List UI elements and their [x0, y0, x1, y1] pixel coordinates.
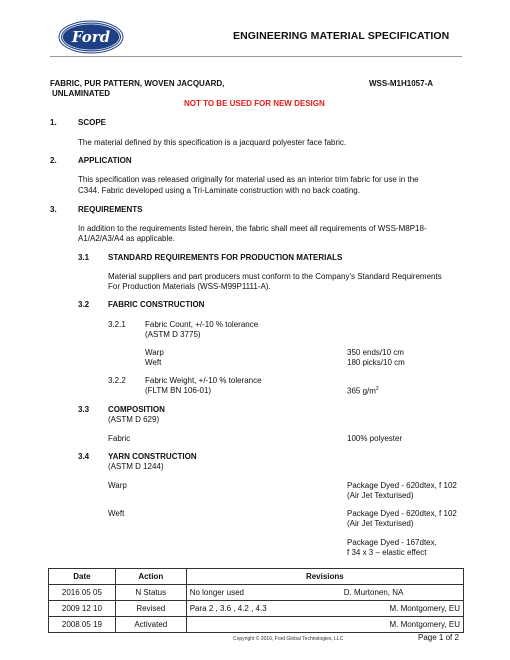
item-3-2-1-method: (ASTM D 3775): [145, 330, 201, 339]
item-3-2-1-title: Fabric Count, +/-10 % tolerance: [145, 320, 259, 329]
section-2-number: 2.: [50, 156, 57, 165]
section-1-number: 1.: [50, 118, 57, 127]
yarn-warp-value-2: (Air Jet Texturised): [347, 491, 414, 500]
yarn-weft-value-1: Package Dyed - 620dtex, f 102: [347, 509, 457, 518]
revision-header-date: Date: [49, 569, 116, 585]
yarn-weft-value-2: (Air Jet Texturised): [347, 519, 414, 528]
obsolete-notice: NOT TO BE USED FOR NEW DESIGN: [184, 99, 325, 108]
section-1-title: SCOPE: [78, 118, 107, 127]
revision-description: [186, 617, 324, 633]
revision-header-action: Action: [115, 569, 186, 585]
section-3-4-method: (ASTM D 1244): [108, 462, 164, 471]
section-3-1-line-2: For Production Materials (WSS-M99P1111-A).: [108, 282, 271, 291]
section-1-text: The material defined by this specification is a jacquard polyester face fabric.: [78, 138, 347, 147]
section-3-1-title: STANDARD REQUIREMENTS FOR PRODUCTION MATERIALS: [108, 253, 343, 262]
section-3-1-line-1: Material suppliers and part producers must conform to the Company's Standard Requirements: [108, 272, 442, 281]
fabric-weight-value: 365 $g/m^2$: [347, 386, 379, 396]
ford-logo: [58, 20, 124, 54]
item-3-2-2-title: Fabric Weight, +/-10 % tolerance: [145, 376, 262, 385]
revision-author: M. Montgomery, EU: [324, 617, 464, 633]
section-2-title: APPLICATION: [78, 156, 132, 165]
item-3-2-2-number: 3.2.2: [108, 376, 126, 385]
revision-action: N Status: [115, 585, 186, 601]
spec-number: WSS-M1H1057-A: [369, 79, 434, 88]
section-2-line-1: This specification was released originally for material used as an interior trim fabric for use in the: [78, 175, 419, 184]
revision-header-row: [49, 569, 464, 585]
section-3-3-method: (ASTM D 629): [108, 415, 160, 424]
section-3-title: REQUIREMENTS: [78, 205, 143, 214]
section-2-line-2: C344. Fabric developed using a Tri-Laminate construction with no back coating.: [78, 186, 360, 195]
warp-count-label: Warp: [145, 348, 164, 357]
item-3-2-2-method: (FLTM BN 106-01): [145, 386, 212, 395]
revision-table: [48, 568, 464, 633]
yarn-weft-value-3: Package Dyed - 167dtex,: [347, 538, 437, 547]
subject-line-1: FABRIC, PUR PATTERN, WOVEN JACQUARD,: [50, 79, 225, 88]
yarn-warp-label: Warp: [108, 481, 127, 490]
revision-date: 2009 12 10: [49, 601, 116, 617]
section-3-4-title: YARN CONSTRUCTION: [108, 452, 197, 461]
composition-label: Fabric: [108, 434, 131, 443]
page-number: Page 1 of 2: [418, 633, 459, 642]
yarn-warp-value-1: Package Dyed - 620dtex, f 102: [347, 481, 457, 490]
section-3-3-number: 3.3: [78, 405, 90, 414]
item-3-2-1-number: 3.2.1: [108, 320, 126, 329]
weight-unit-superscript: 2: [375, 386, 379, 392]
page-header-title: ENGINEERING MATERIAL SPECIFICATION: [233, 30, 450, 42]
table-row: [49, 585, 464, 601]
revision-action: Revised: [115, 601, 186, 617]
section-3-2-number: 3.2: [78, 300, 90, 309]
table-row: [49, 601, 464, 617]
section-3-2-title: FABRIC CONSTRUCTION: [108, 300, 205, 309]
yarn-weft-label: Weft: [108, 509, 125, 518]
section-3-line-2: A1/A2/A3/A4 as applicable.: [78, 234, 175, 243]
composition-value: 100% polyester: [347, 434, 403, 443]
revision-date: 2008 05 19: [49, 617, 116, 633]
weft-count-value: 180 picks/10 cm: [347, 358, 405, 367]
section-3-line-1: In addition to the requirements listed herein, the fabric shall meet all requirements of WSS-M8P18-: [78, 224, 427, 233]
weft-count-label: Weft: [145, 358, 162, 367]
table-row: [49, 617, 464, 633]
yarn-weft-value-4: f 34 x 3 – elastic effect: [347, 548, 427, 557]
revision-author: D. Murtonen, NA: [324, 585, 464, 601]
revision-header-revisions: Revisions: [186, 569, 463, 585]
copyright-notice: Copyright © 2016, Ford Global Technologies, LLC: [233, 636, 344, 642]
revision-author: M. Montgomery, EU: [324, 601, 464, 617]
warp-count-value: 350 ends/10 cm: [347, 348, 404, 357]
header-divider: [50, 56, 462, 57]
section-3-3-title: COMPOSITION: [108, 405, 165, 414]
revision-date: 2016 05 05: [49, 585, 116, 601]
section-3-number: 3.: [50, 205, 57, 214]
subject-line-2: UNLAMINATED: [52, 89, 111, 98]
ford-logo-text: Ford: [71, 28, 111, 46]
revision-description: Para 2 , 3.6 , 4.2 , 4.3: [186, 601, 324, 617]
section-3-4-number: 3.4: [78, 452, 90, 461]
revision-action: Activated: [115, 617, 186, 633]
revision-description: No longer used: [186, 585, 324, 601]
section-3-1-number: 3.1: [78, 253, 90, 262]
